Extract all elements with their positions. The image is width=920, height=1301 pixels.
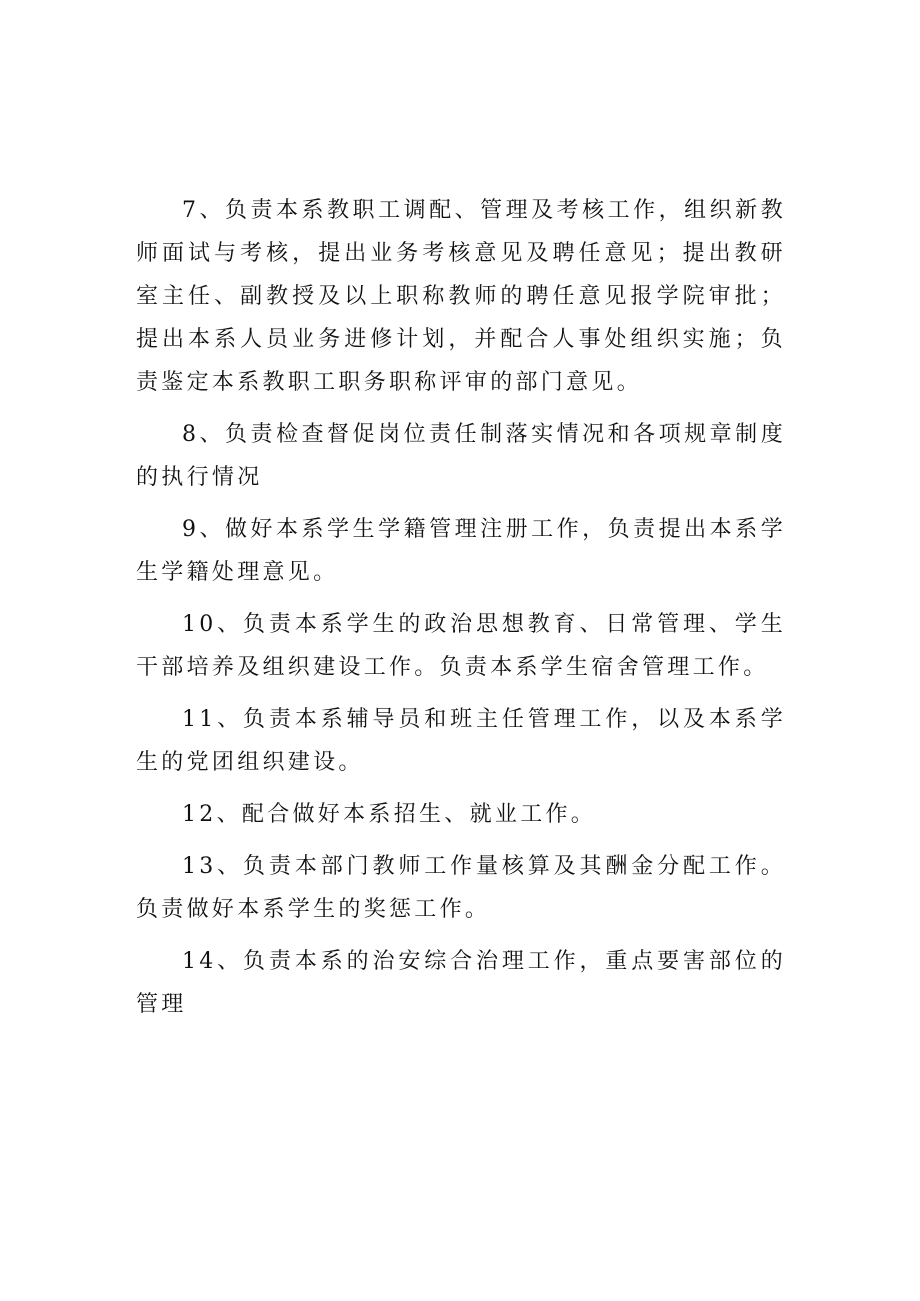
paragraph-item-13: 13、负责本部门教师工作量核算及其酬金分配工作。负责做好本系学生的奖惩工作。	[136, 854, 786, 922]
paragraph-item-12: 12、配合做好本系招生、就业工作。	[182, 802, 597, 827]
paragraph-item-10: 10、负责本系学生的政治思想教育、日常管理、学生干部培养及组织建设工作。负责本系学生宿舍管理工作。	[136, 612, 786, 680]
paragraph-item-8: 8、负责检查督促岗位责任制落实情况和各项规章制度的执行情况	[136, 422, 786, 490]
paragraph-item-11: 11、负责本系辅导员和班主任管理工作，以及本系学生的党团组织建设。	[136, 707, 786, 775]
paragraph-item-9: 9、做好本系学生学籍管理注册工作，负责提出本系学生学籍处理意见。	[136, 517, 786, 585]
document-body	[136, 189, 786, 1026]
paragraph-item-14: 14、负责本系的治安综合治理工作，重点要害部位的管理	[136, 949, 786, 1017]
paragraph-item-7: 7、负责本系教职工调配、管理及考核工作，组织新教师面试与考核，提出业务考核意见及聘任意见；提出教研室主任、副教授及以上职称教师的聘任意见报学院审批；提出本系人员业务进修计划，并配合人事处组织实施；负责鉴定本系教职工职务职称评审的部门意见。	[136, 198, 786, 395]
